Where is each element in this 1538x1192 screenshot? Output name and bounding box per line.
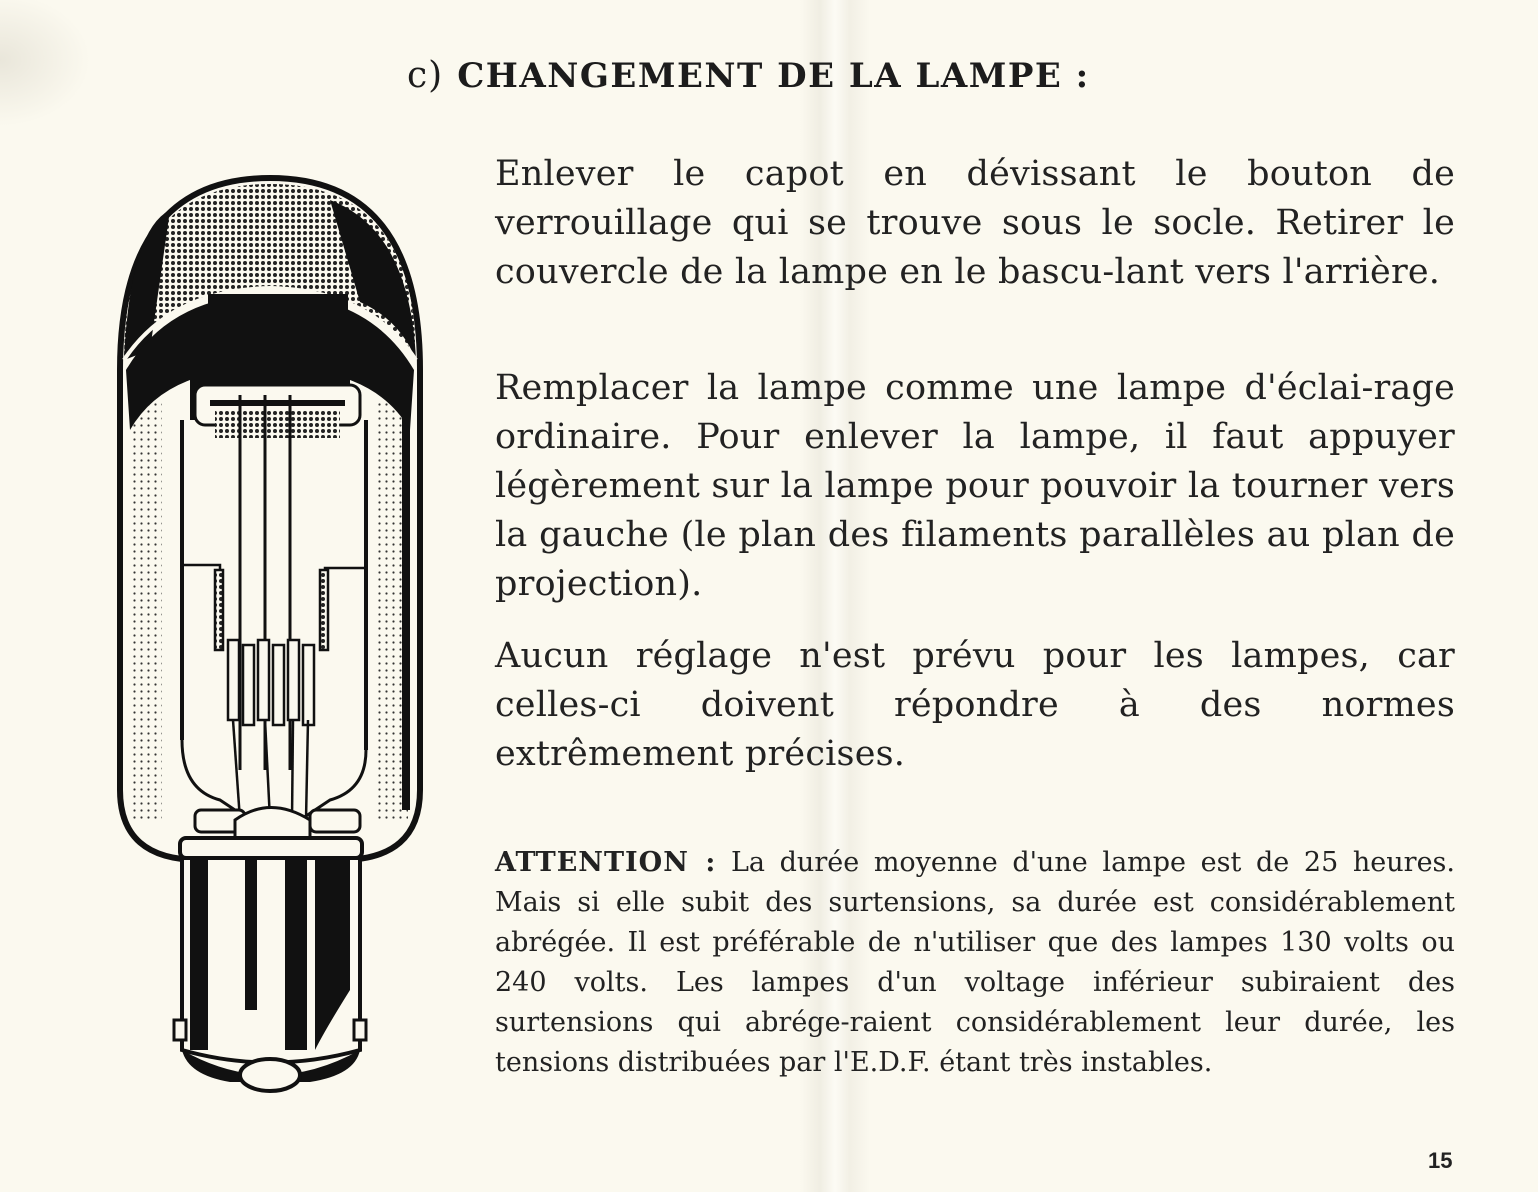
paragraph-replace-lamp: Remplacer la lampe comme une lampe d'éclai-rage ordinaire. Pour enlever la lampe, il faut appuyer légèrement sur la lampe pour pouvoir la tourner vers la gauche (le plan des filaments parallèles au plan de projection).	[495, 368, 1455, 604]
attention-label: ATTENTION :	[495, 847, 717, 878]
lamp-illustration	[110, 170, 430, 1100]
page-number: 15	[1428, 1148, 1453, 1173]
paragraph-no-adjustment: Aucun réglage n'est prévu pour les lampes, car celles-ci doivent répondre à des normes extrêmement précises.	[495, 636, 1455, 774]
section-heading	[407, 52, 1090, 96]
attention-note	[495, 843, 1455, 1083]
section-title: CHANGEMENT DE LA LAMPE :	[457, 56, 1090, 96]
section-prefix: c)	[407, 55, 444, 96]
attention-text: La durée moyenne d'une lampe est de 25 heures. Mais si elle subit des surtensions, sa durée est considérablement abrégée. Il est préférable de n'utiliser que des lampes 130 volts ou 240 volts. Les lampes d'un voltage inférieur subiraient des surtensions qui abrége-raient considérablement leur durée, les tensions distribuées par l'E.D.F. étant très instables.	[495, 847, 1455, 1078]
paragraph-remove-cover: Enlever le capot en dévissant le bouton de verrouillage qui se trouve sous le socle. Retirer le couvercle de la lampe en le bascu-lant vers l'arrière.	[495, 154, 1455, 292]
bayonet-base	[174, 838, 366, 1091]
